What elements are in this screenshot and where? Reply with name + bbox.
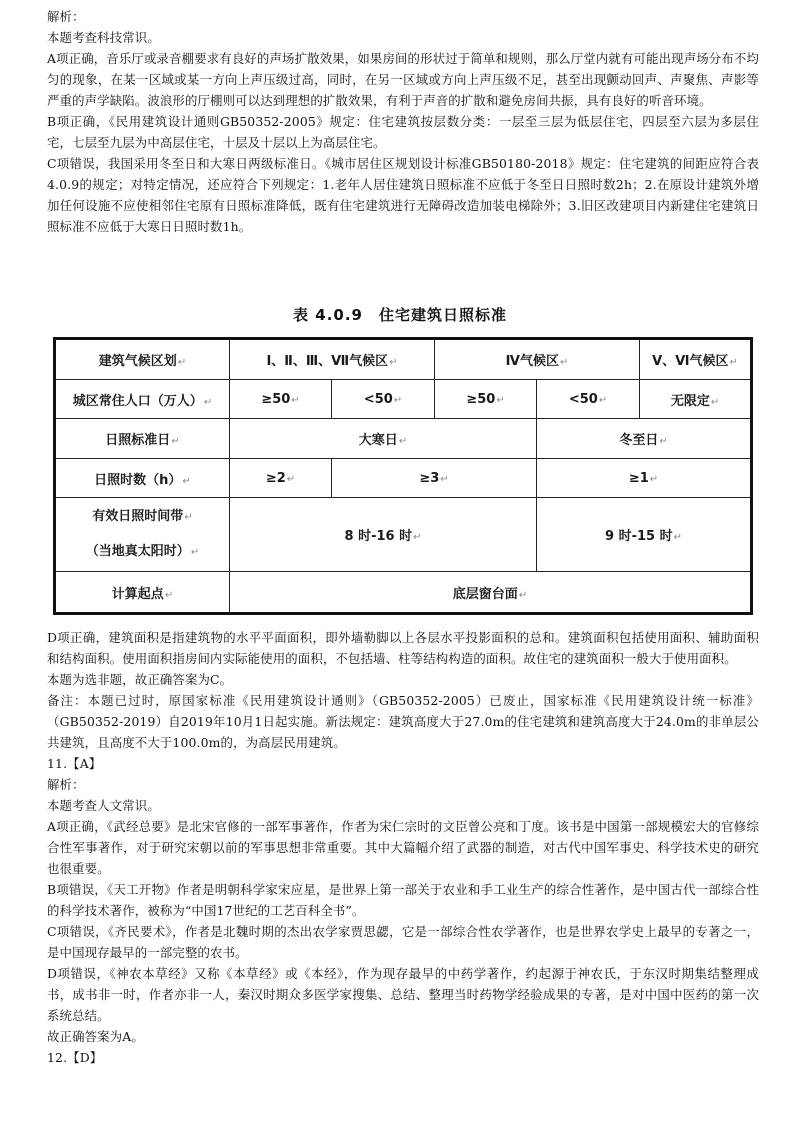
table-caption: 表 4.0.9 住宅建筑日照标准 [293, 306, 507, 324]
paragraph-answer: 故正确答案为A。 [47, 1029, 144, 1044]
paragraph-option-b: B项正确，《民用建筑设计通则GB50352-2005》规定：住宅建筑按层数分类：一层至三层为低层住宅，四层至六层为多层住宅，七层至九层为中高层住宅，十层及十层以上为高层住宅。 [47, 114, 759, 150]
paragraph-topic: 本题考查人文常识。 [47, 798, 160, 813]
cell-text: 底层窗台面 [452, 586, 518, 602]
cell-text: ≥3 [419, 470, 440, 486]
paragraph-mark: ↵ [398, 436, 408, 447]
paragraph-mark: ↵ [291, 394, 300, 406]
table-row [55, 498, 752, 572]
cell-text: 9 时-15 时 [605, 529, 673, 544]
table-row [55, 380, 752, 419]
table-cell [332, 380, 435, 419]
cell-text: 大寒日 [358, 433, 398, 448]
cell-text: 日照标准日 [105, 433, 171, 448]
cell-text: ≥2 [265, 470, 286, 486]
paragraph-option-d: D项正确，建筑面积是指建筑物的水平平面面积，即外墙勒脚以上各层水平投影面积的总和。建筑面积包括使用面积、辅助面积和结构面积。使用面积指房间内实际能使用的面积，不包括墙、柱等结构构造的面积。故住宅的建筑面积一般大于使用面积。 [47, 630, 759, 666]
table-cell [230, 419, 537, 459]
paragraph-option-d: D项错误，《神农本草经》又称《本草经》或《本经》，作为现存最早的中药学著作，约起源于神农氏，于东汉时期集结整理成书，成书非一时，作者亦非一人，秦汉时期众多医学家搜集、总结、整理当时药物学经验成果的专著，是对中国中医药的第一次系统总结。 [47, 966, 759, 1023]
table-cell [537, 498, 752, 572]
table-cell [230, 339, 435, 380]
paragraph-mark: ↵ [413, 532, 422, 543]
cell-text: 计算起点 [111, 586, 164, 602]
paragraph-mark: ↵ [710, 396, 720, 408]
table-cell [55, 459, 230, 498]
sunlight-standard-table [53, 337, 753, 615]
table-cell [230, 572, 752, 614]
cell-text: （当地真太阳时） [85, 543, 190, 559]
paragraph-option-a: A项正确，《武经总要》是北宋官修的一部军事著作，作者为宋仁宗时的文臣曾公亮和丁度。该书是中国第一部规模宏大的官修综合性军事著作，对于研究宋朝以前的军事思想非常重要。其中大篇幅介绍了武器的制造，对古代中国军事史、科学技术史的研究也很重要。 [47, 819, 759, 876]
table-row [55, 572, 752, 614]
table-cell [230, 498, 537, 572]
paragraph-answer: 本题为选非题，故正确答案为C。 [47, 672, 233, 687]
table-cell [230, 380, 332, 419]
paragraph-mark: ↵ [393, 394, 403, 406]
cell-text: Ⅰ、Ⅱ、Ⅲ、Ⅶ气候区 [266, 354, 389, 369]
cell-text: 城区常住人口（万人） [72, 393, 203, 409]
paragraph-mark: ↵ [559, 357, 569, 368]
table-cell [55, 498, 230, 572]
paragraph-mark: ↵ [389, 357, 398, 368]
table-cell [55, 380, 230, 419]
table-cell [55, 339, 230, 380]
table-row [55, 339, 752, 380]
cell-text: Ⅳ气候区 [505, 354, 559, 369]
paragraph-mark: ↵ [518, 589, 528, 601]
table-row [55, 459, 752, 498]
cell-text: 8 时-16 时 [344, 529, 413, 544]
paragraph-mark: ↵ [190, 546, 200, 558]
paragraph-mark: ↵ [729, 357, 738, 368]
paragraph-mark: ↵ [598, 394, 608, 406]
cell-text: <50 [568, 391, 598, 407]
table-cell [55, 572, 230, 614]
paragraph-mark: ↵ [659, 436, 668, 447]
table-cell [537, 419, 752, 459]
cell-text: ≥50 [466, 391, 496, 407]
cell-text: Ⅴ、Ⅵ气候区 [652, 354, 729, 369]
paragraph-analysis-label: 解析： [47, 777, 85, 792]
paragraph-mark: ↵ [649, 473, 659, 485]
table-cell [537, 380, 640, 419]
paragraph-option-c: C项错误，《齐民要术》，作者是北魏时期的杰出农学家贾思勰，它是一部综合性农学著作，也是世界农学史上最早的专著之一，是中国现存最早的一部完整的农书。 [47, 924, 759, 960]
paragraph-mark: ↵ [177, 357, 187, 368]
answer-explanation-top [47, 6, 759, 237]
paragraph-mark: ↵ [440, 473, 449, 485]
paragraph-mark: ↵ [203, 396, 213, 408]
paragraph-option-a: A项正确，音乐厅或录音棚要求有良好的声场扩散效果，如果房间的形状过于简单和规则，那么厅堂内就有可能出现声场分布不均匀的现象，在某一区域或某一方向上声压级过高，同时，在另一区域或方向上声压级不足，甚至出现颤动回声、声聚焦、声影等严重的声学缺陷。波浪形的厅棚则可以达到理想的扩散效果，有利于声音的扩散和避免房间共振，具有良好的听音环境。 [47, 51, 759, 108]
cell-text: ≥1 [628, 470, 649, 486]
cell-text: 无限定 [670, 393, 710, 409]
paragraph-note: 备注：本题已过时，原国家标准《民用建筑设计通则》（GB50352-2005）已废止，国家标准《民用建筑设计统一标准》（GB50352-2019）自2019年10月1日起实施。新法规定：建筑高度大于27.0m的住宅建筑和建筑高度大于24.0m的非单层公共建筑，且高度不大于100.0m的，为高层民用建筑。 [47, 693, 759, 750]
paragraph-mark: ↵ [286, 473, 296, 485]
table-cell [640, 380, 752, 419]
paragraph-mark: ↵ [164, 589, 174, 601]
paragraph-topic: 本题考查科技常识。 [47, 30, 160, 45]
cell-text: <50 [363, 391, 393, 407]
table-row [55, 419, 752, 459]
question-number-12: 12.【D】 [47, 1050, 103, 1065]
table-cell [55, 419, 230, 459]
paragraph-mark: ↵ [673, 532, 682, 543]
table-cell [640, 339, 752, 380]
paragraph-analysis-label: 解析： [47, 9, 85, 24]
table-cell [537, 459, 752, 498]
cell-text: 有效日照时间带 [92, 508, 184, 524]
table-cell [435, 339, 640, 380]
paragraph-mark: ↵ [182, 475, 191, 487]
paragraph-mark: ↵ [171, 436, 180, 447]
paragraph-mark: ↵ [496, 394, 505, 406]
cell-text: 建筑气候区划 [98, 354, 177, 369]
table-cell [435, 380, 537, 419]
cell-text: 日照时数（h） [94, 472, 182, 488]
paragraph-mark: ↵ [184, 511, 193, 523]
table-cell [332, 459, 537, 498]
cell-text: ≥50 [261, 391, 291, 407]
cell-text: 冬至日 [619, 433, 659, 448]
answer-explanation-bottom [47, 627, 759, 1068]
paragraph-option-b: B项错误，《天工开物》作者是明朝科学家宋应星，是世界上第一部关于农业和手工业生产的综合性著作，是中国古代一部综合性的科学技术著作，被称为“中国17世纪的工艺百科全书”。 [47, 882, 759, 918]
table-cell [230, 459, 332, 498]
question-number-11: 11.【A】 [47, 756, 102, 771]
paragraph-option-c: C项错误，我国采用冬至日和大寒日两级标准日。《城市居住区规划设计标准GB50180-2018》规定：住宅建筑的间距应符合表4.0.9的规定；对特定情况，还应符合下列规定：1.老年人居住建筑日照标准不应低于冬至日日照时数2h；2.在原设计建筑外增加任何设施不应使相邻住宅原有日照标准降低，既有住宅建筑进行无障碍改造加装电梯除外；3.旧区改建项目内新建住宅建筑日照标准不应低于大寒日日照时数1h。 [47, 156, 759, 234]
